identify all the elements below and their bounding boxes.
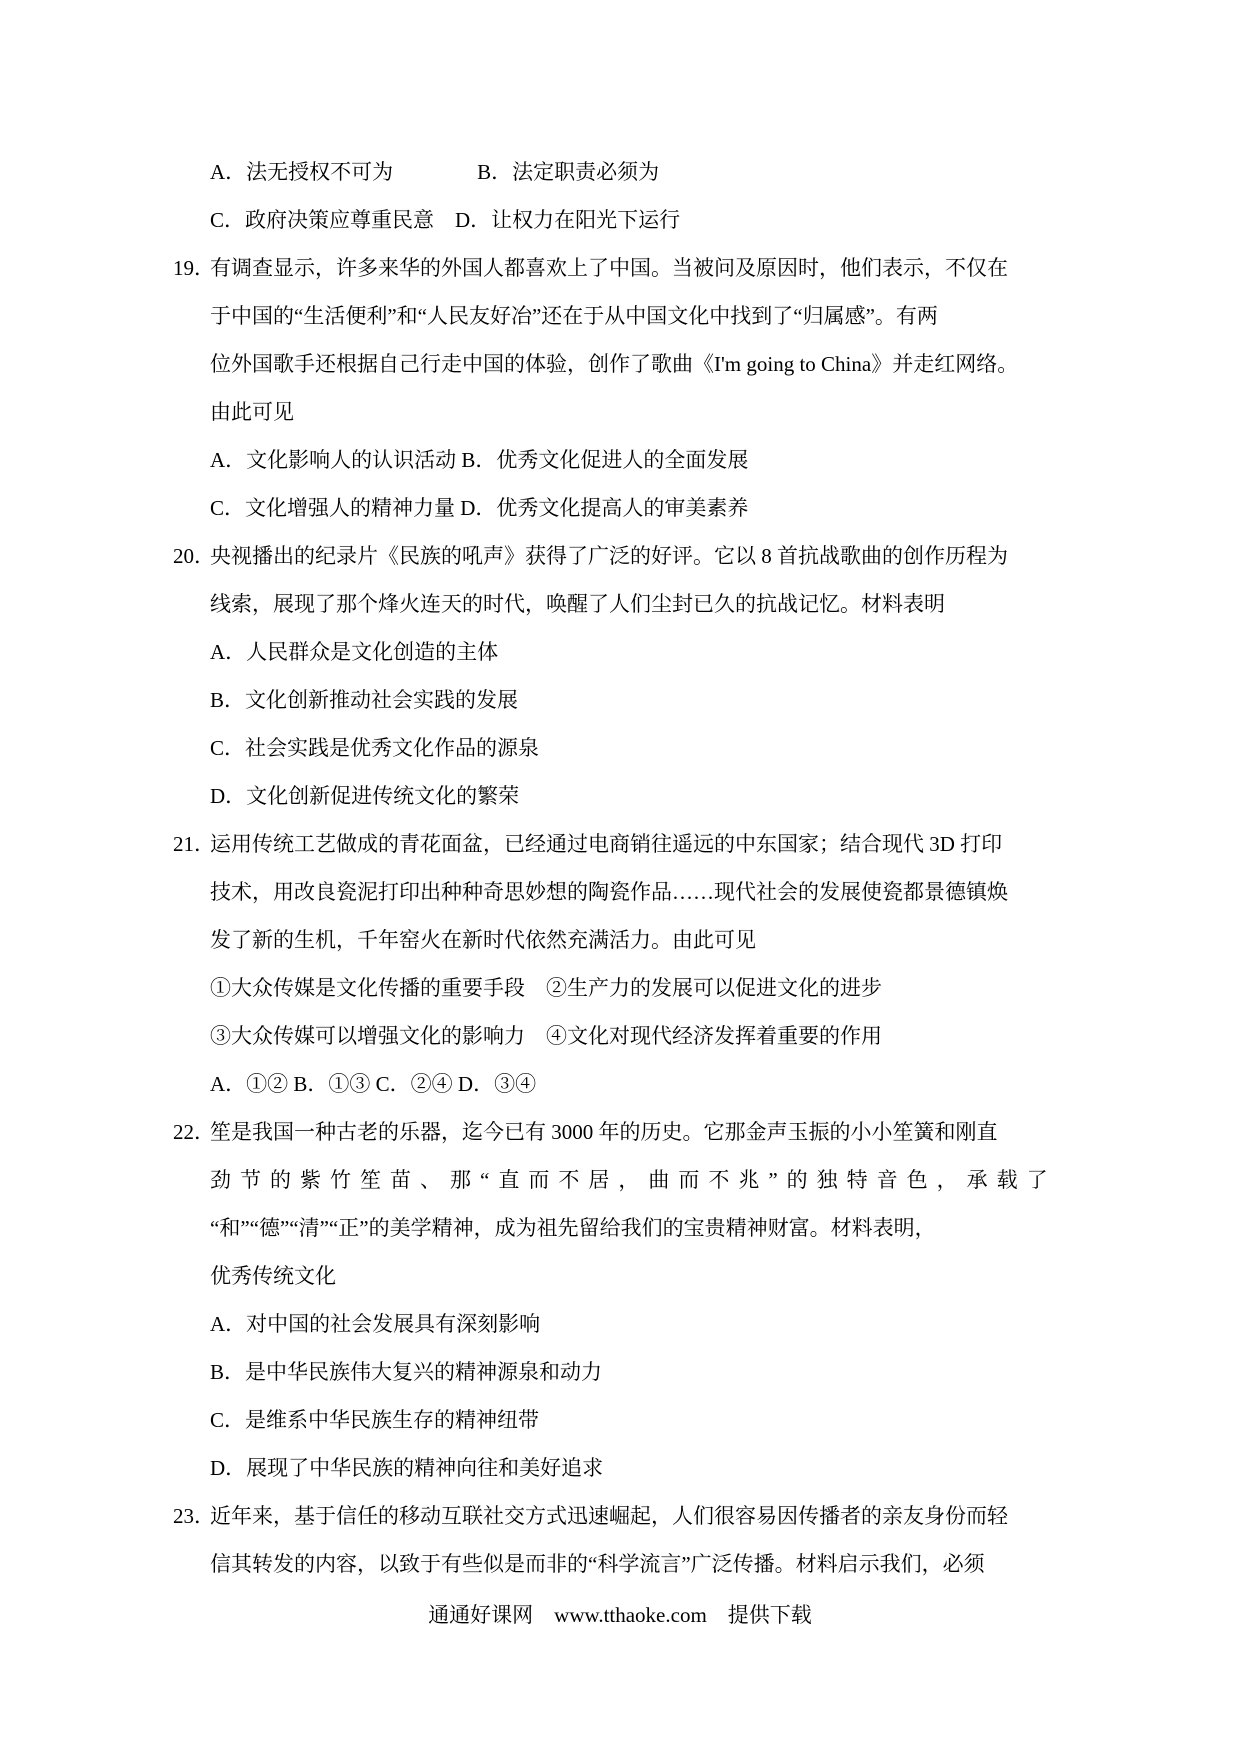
question-stem-line: 信其转发的内容，以致于有些似是而非的“科学流言”广泛传播。材料启示我们，必须 (210, 1552, 985, 1576)
stem-text: 近年来，基于信任的移动互联社交方式迅速崛起，人们很容易因传播者的亲友身份而轻 (210, 1504, 1008, 1528)
question-19 (0, 244, 1240, 532)
option-row: C．社会实践是优秀文化作品的源泉 (210, 736, 540, 760)
question-20 (0, 532, 1240, 820)
question-stem-line: “和”“德”“清”“正”的美学精神，成为祖先留给我们的宝贵精神财富。材料表明， (210, 1216, 936, 1240)
question-stem-line (0, 820, 1240, 868)
question-18-options (0, 148, 1240, 244)
question-number: 22． (173, 1120, 215, 1144)
option-row: B．文化创新推动社会实践的发展 (210, 688, 519, 712)
question-stem-line: 技术，用改良瓷泥打印出种种奇思妙想的陶瓷作品……现代社会的发展使瓷都景德镇焕 (210, 880, 1008, 904)
stem-text: 有调查显示，许多来华的外国人都喜欢上了中国。当被问及原因时，他们表示，不仅在 (210, 256, 1008, 280)
question-stem-line: 优秀传统文化 (210, 1264, 336, 1288)
option-row: C．是维系中华民族生存的精神纽带 (210, 1408, 540, 1432)
statement-row: ①大众传媒是文化传播的重要手段 ②生产力的发展可以促进文化的进步 (210, 976, 882, 1000)
question-stem-line (0, 1108, 1240, 1156)
option-row: A．对中国的社会发展具有深刻影响 (210, 1312, 541, 1336)
question-number: 21． (173, 832, 215, 856)
option-row: D．展现了中华民族的精神向往和美好追求 (210, 1456, 604, 1480)
question-stem-line (0, 532, 1240, 580)
option-row: A．法无授权不可为 B．法定职责必须为 (210, 160, 660, 184)
option-row: D．文化创新促进传统文化的繁荣 (210, 784, 520, 808)
question-stem-line: 位外国歌手还根据自己行走中国的体验，创作了歌曲《I'm going to China》并走红网络。 (210, 352, 1019, 376)
question-stem-line: 于中国的“生活便利”和“人民友好冶”还在于从中国文化中找到了“归属感”。有两 (210, 304, 938, 328)
question-number: 20． (173, 544, 215, 568)
page-footer (0, 1600, 1240, 1630)
footer-text: 通通好课网 www.tthaoke.com 提供下载 (428, 1603, 812, 1627)
question-stem-line: 发了新的生机，千年窑火在新时代依然充满活力。由此可见 (210, 928, 756, 952)
option-row: C．政府决策应尊重民意 D．让权力在阳光下运行 (210, 208, 681, 232)
stem-text: 央视播出的纪录片《民族的吼声》获得了广泛的好评。它以 8 首抗战歌曲的创作历程为 (210, 544, 1008, 568)
question-stem-line: 由此可见 (210, 400, 294, 424)
question-21 (0, 820, 1240, 1108)
option-row: A．人民群众是文化创造的主体 (210, 640, 499, 664)
question-stem-line: 劲节的紫竹笙苗、那“直而不居，曲而不兆”的独特音色，承载了 (210, 1168, 1057, 1192)
question-22 (0, 1108, 1240, 1492)
question-23 (0, 1492, 1240, 1588)
option-row: A．①② B．①③ C．②④ D．③④ (210, 1072, 537, 1096)
question-stem-line (0, 1492, 1240, 1540)
question-number: 19． (173, 256, 215, 280)
question-stem-line: 线索，展现了那个烽火连天的时代，唤醒了人们尘封已久的抗战记忆。材料表明 (210, 592, 945, 616)
question-number: 23． (173, 1504, 215, 1528)
question-stem-line (0, 244, 1240, 292)
option-row: A．文化影响人的认识活动 B．优秀文化促进人的全面发展 (210, 448, 749, 472)
stem-text: 运用传统工艺做成的青花面盆，已经通过电商销往遥远的中东国家；结合现代 3D 打印 (210, 832, 1003, 856)
option-row: B．是中华民族伟大复兴的精神源泉和动力 (210, 1360, 603, 1384)
stem-text: 笙是我国一种古老的乐器，迄今已有 3000 年的历史。它那金声玉振的小小笙簧和刚直 (210, 1120, 998, 1144)
statement-row: ③大众传媒可以增强文化的影响力 ④文化对现代经济发挥着重要的作用 (210, 1024, 882, 1048)
option-row: C．文化增强人的精神力量 D．优秀文化提高人的审美素养 (210, 496, 749, 520)
